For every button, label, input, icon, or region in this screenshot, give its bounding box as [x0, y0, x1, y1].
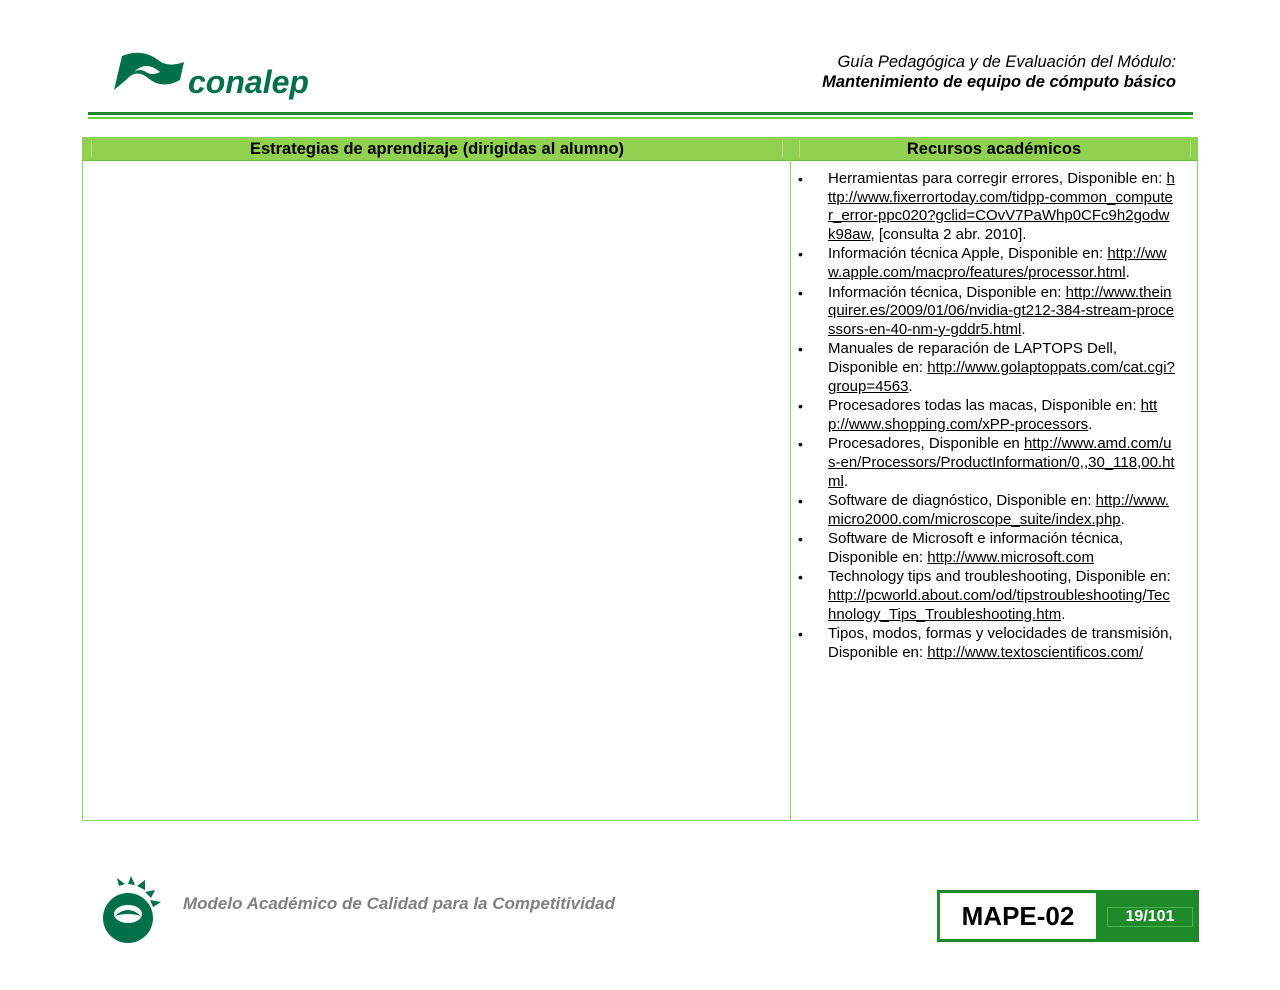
resource-description: Herramientas para corregir errores, Disponible en: — [828, 170, 1167, 187]
list-item — [795, 170, 1175, 244]
title-line-2: Mantenimiento de equipo de cómputo básico — [822, 73, 1176, 91]
bullet-icon: • — [798, 569, 803, 586]
bullet-icon: • — [798, 398, 803, 415]
resource-description: Información técnica Apple, Disponible en: — [828, 245, 1108, 263]
bullet-icon: • — [798, 284, 803, 301]
resource-suffix: . — [1088, 415, 1093, 433]
table-header-row — [83, 138, 1197, 161]
list-item — [795, 492, 1175, 529]
header-academic-resources: Recursos académicos — [906, 140, 1082, 158]
resource-suffix: , [consulta 2 abr. 2010]. — [870, 225, 1027, 243]
resource-link[interactable]: http://www.apple.com/macpro/features/processor.html — [828, 245, 1167, 281]
resource-link[interactable]: http://www.amd.com/us-en/Processors/ProductInformation/0,,30_118,00.html — [828, 435, 1175, 490]
resource-link[interactable]: http://pcworld.about.com/od/tipstroubleshooting/Technology_Tips_Troubleshooting.htm — [828, 587, 1170, 623]
logo-text: conalep — [188, 64, 309, 100]
bullet-icon: • — [798, 531, 803, 548]
bullet-icon: • — [798, 436, 803, 453]
list-item — [795, 625, 1175, 662]
academic-resources-list — [795, 170, 1175, 663]
resource-description: Software de diagnóstico, Disponible en: — [828, 492, 1096, 510]
bullet-icon: • — [798, 341, 803, 358]
resource-link[interactable]: http://www.golaptoppats.com/cat.cgi?group=4563 — [828, 358, 1175, 395]
modelo-academico-seal — [95, 876, 165, 946]
seal-icon — [95, 876, 165, 946]
list-item — [795, 397, 1175, 434]
resource-suffix: . — [1120, 510, 1125, 528]
resource-suffix: . — [1061, 605, 1066, 623]
resource-link[interactable]: http://www.shopping.com/xPP-processors — [828, 397, 1158, 433]
resource-description: Procesadores, Disponible en — [828, 435, 1024, 453]
header-rule — [88, 112, 1193, 115]
bullet-icon: • — [798, 493, 803, 510]
resource-description: Manuales de reparación de LAPTOPS Dell, Disponible en: — [828, 340, 1118, 376]
list-item — [795, 284, 1175, 340]
list-item — [795, 245, 1175, 282]
resource-description: Tipos, modos, formas y velocidades de transmisión, Disponible en: — [828, 625, 1173, 661]
list-item — [795, 340, 1175, 396]
resources-table — [82, 137, 1198, 821]
title-line-1: Guía Pedagógica y de Evaluación del Módulo: — [837, 53, 1176, 71]
page-number: 19/101 — [1107, 907, 1193, 927]
bullet-icon: • — [798, 626, 803, 643]
document-title — [822, 52, 1176, 92]
bullet-icon: • — [798, 171, 803, 187]
footer-tagline: Modelo Académico de Calidad para la Competitividad — [183, 894, 616, 913]
header-learning-strategies: Estrategias de aprendizaje (dirigidas al alumno) — [249, 140, 625, 158]
resource-description: Información técnica, Disponible en: — [828, 283, 1066, 301]
list-item — [795, 435, 1175, 491]
resource-description: Software de Microsoft e información técnica, Disponible en: — [828, 530, 1124, 566]
page-indicator — [1099, 890, 1199, 942]
resource-description: Procesadores todas las macas, Disponible en: — [828, 397, 1141, 415]
conalep-logo — [112, 50, 312, 106]
resource-description: Technology tips and troubleshooting, Disponible en: — [828, 568, 1171, 586]
column-divider — [790, 138, 791, 820]
list-item — [795, 530, 1175, 567]
bullet-icon: • — [798, 246, 803, 263]
resource-suffix: . — [843, 472, 848, 490]
resource-link[interactable]: http://www.fixerrortoday.com/tidpp-common_computer_error-ppc020?gclid=COvV7PaWhp0CFc9h2godwk98aw — [828, 170, 1175, 243]
resource-link[interactable]: http://www.micro2000.com/microscope_suite/index.php — [828, 492, 1170, 528]
resource-suffix: . — [1021, 320, 1026, 338]
header-rule-light — [88, 117, 1193, 119]
resource-suffix: . — [1125, 263, 1130, 281]
resource-link[interactable]: http://www.textoscientificos.com/ — [927, 643, 1144, 661]
document-code: MAPE-02 — [937, 890, 1099, 942]
resource-suffix: . — [908, 377, 913, 395]
resource-link[interactable]: http://www.microsoft.com — [927, 548, 1094, 566]
resource-link[interactable]: http://www.theinquirer.es/2009/01/06/nvidia-gt212-384-stream-processors-en-40-nm-y-gddr5.html — [828, 283, 1175, 338]
conalep-emblem-icon — [112, 50, 188, 100]
list-item — [795, 568, 1175, 624]
